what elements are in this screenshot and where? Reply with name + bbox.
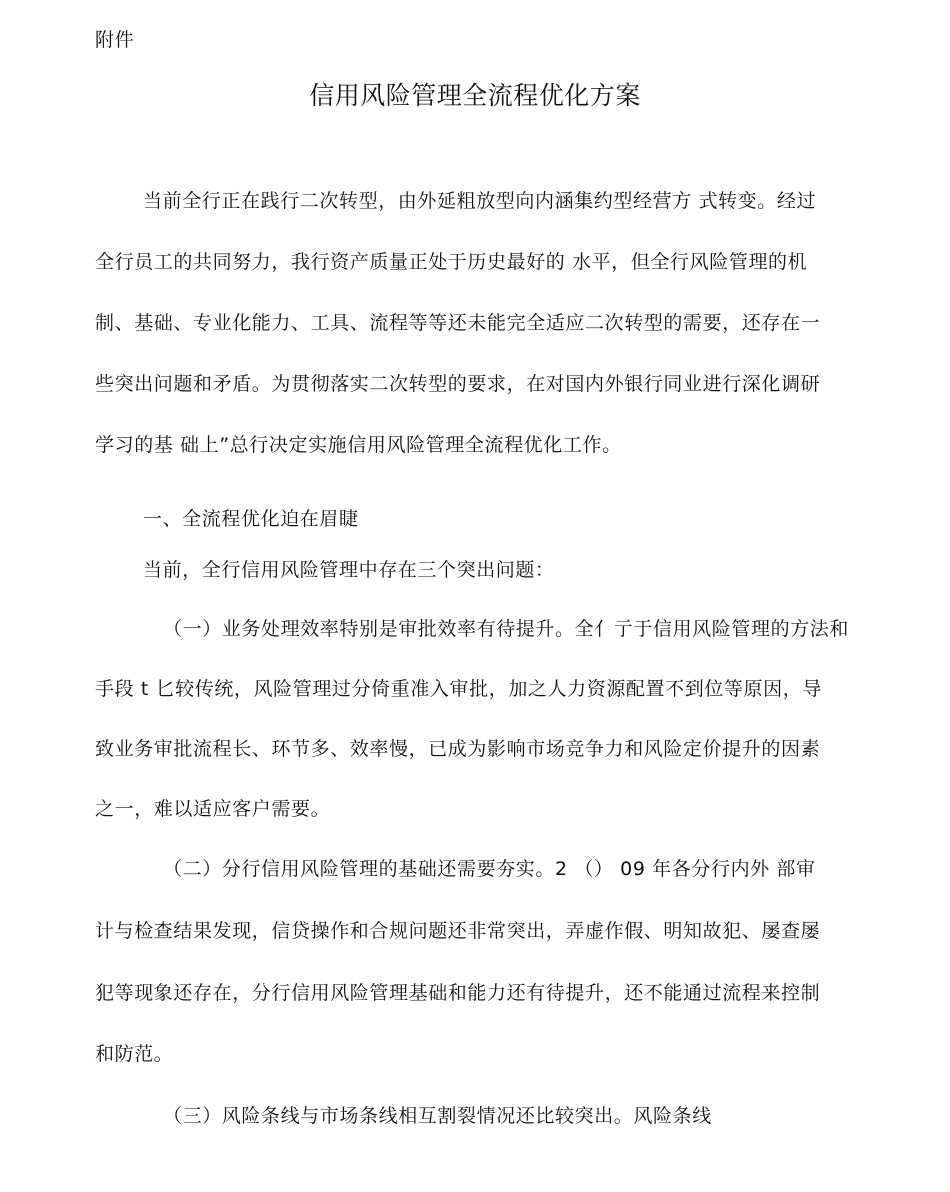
problem1-line-1: （一）业务处理效率特别是审批效率有待提升。全亻亍于信用风险管理的方法和 <box>163 618 850 640</box>
problem2-line-2: 计与检查结果发现，信贷操作和合规问题还非常突出，弄虚作假、明知故犯、屡查屡 <box>95 920 821 942</box>
problem1-line-4: 之一，难以适应客户需要。 <box>95 798 331 820</box>
problem1-line-2: 手段 t 匕较传统，风险管理过分倚重准入审批，加之人力资源配置不到位等原因，导 <box>95 678 822 700</box>
problem2-line-1: （二）分行信用风险管理的基础还需要夯实。2 （） 09 年各分行内外 部审 <box>163 858 816 880</box>
intro-line-4: 些突出问题和矛盾。为贯彻落实二次转型的要求，在对国内外银行同业进行深化调研 <box>95 373 821 395</box>
problem2-line-3: 犯等现象还存在，分行信用风险管理基础和能力还有待提升，还不能通过流程来控制 <box>95 982 821 1004</box>
intro-line-2: 全行员工的共同努力，我行资产质量正处于历史最好的 水平，但全行风险管理的机 <box>95 251 808 273</box>
problem2-line-4: 和防范。 <box>95 1043 174 1065</box>
intro-line-3: 制、基础、专业化能力、工具、流程等等还未能完全适应二次转型的需要，还存在一 <box>95 312 821 334</box>
attachment-label: 附件 <box>95 29 135 51</box>
document-title: 信用风险管理全流程优化方案 <box>309 81 641 110</box>
problem3-line-1: （三）风险条线与市场条线相互割裂情况还比较突出。风险条线 <box>163 1105 712 1127</box>
section1-lead: 当前，全行信用风险管理中存在三个突出问题： <box>143 559 555 581</box>
intro-line-5: 学习的基 础上”总行决定实施信用风险管理全流程优化工作。 <box>95 434 622 456</box>
section1-heading: 一、全流程优化迫在眉睫 <box>143 508 359 530</box>
problem1-line-3: 致业务审批流程长、环节多、效率慢，已成为影响市场竞争力和风险定价提升的因素 <box>95 738 821 760</box>
intro-line-1: 当前全行正在践行二次转型，由外延粗放型向内涵集约型经营方 式转变。经过 <box>143 190 817 212</box>
